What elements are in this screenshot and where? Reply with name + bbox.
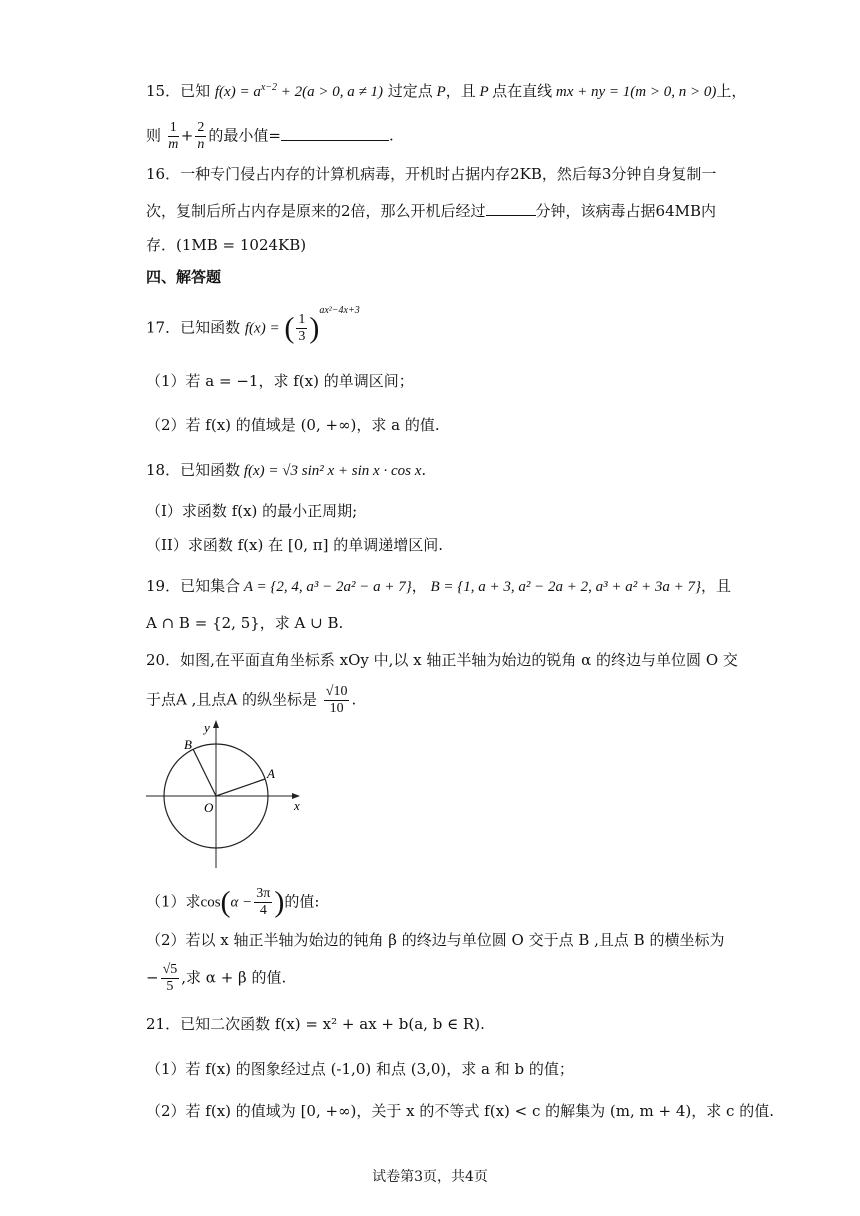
q16-line1: 16．一种专门侵占内存的计算机病毒，开机时占据内存2KB，然后每3分钟自身复制一 [146, 165, 717, 183]
answer-blank-15 [281, 124, 389, 141]
q20-line1: 20．如图,在平面直角坐标系 xOy 中,以 x 轴正半轴为始边的锐角 α 的终边与单位圆 O 交 [146, 651, 738, 669]
label-O: O [204, 800, 214, 815]
ray-OB [193, 749, 216, 796]
q17-part2: （2）若 f(x) 的值域是 (0, +∞)，求 a 的值. [146, 416, 440, 434]
q17-line1: 17．已知函数 f(x) = ( $\frac{1}{3}$ )$^{ax^2-4x+3}$ [146, 304, 360, 345]
section-heading: 四、解答题 [146, 268, 222, 286]
ray-OA [216, 779, 265, 796]
fraction-1-3: $\frac{1}{3}$ [298, 312, 306, 344]
answer-blank-16 [486, 199, 536, 216]
fraction-3pi-4: $\frac{3\pi}{4}$ [256, 886, 271, 918]
q18-line1: 18．已知函数 f(x) = √3 sin² x + sin x · cos x. [146, 461, 427, 479]
q21-line1: 21．已知二次函数 f(x) = x² + ax + b(a, b ∈ R). [146, 1015, 485, 1033]
q16-line3: 存．(1MB = 1024KB) [146, 236, 307, 254]
q20-part2-cont: − $\frac{√5}{5}$ ,求 α + β 的值. [146, 962, 287, 994]
y-axis-arrow [213, 720, 219, 728]
fraction-2-n: $\frac{2}{n}$ [197, 120, 205, 152]
q17-part1: （1）若 a = −1，求 f(x) 的单调区间； [146, 372, 414, 390]
q20-line2: 于点A ,且点A 的纵坐标是 $\frac{√10}{10}$ . [146, 684, 357, 716]
q21-part2: （2）若 f(x) 的值域为 [0, +∞)，关于 x 的不等式 f(x) < c 的解集为 (m, m + 4)，求 c 的值. [146, 1102, 774, 1120]
fraction-1-m: $\frac{1}{m}$ [168, 120, 179, 152]
unit-circle-figure [144, 716, 314, 872]
q19-line1: 19．已知集合 A = {2, 4, a³ − 2a² − a + 7}， B = {1, a + 3, a² − 2a + 2, a³ + a² + 3a + 7}，且 [146, 577, 732, 595]
label-B: B [184, 737, 192, 752]
label-x: x [294, 798, 300, 813]
q20-part1: （1）求cos(α − $\frac{3\pi}{4}$ )的值: [146, 885, 320, 919]
q15-line1: 15．已知 $f(x) = a^{x-2} + 2(a > 0$, a ≠ 1) 过定点 P，且 P 点在直线 mx + ny = 1(m > 0, n > 0)上， [146, 82, 747, 100]
q21-part1: （1）若 f(x) 的图象经过点 (-1,0) 和点 (3,0)，求 a 和 b 的值； [146, 1060, 574, 1078]
q18-part2: （II）求函数 f(x) 在 [0, π] 的单调递增区间. [146, 536, 444, 554]
q19-line2: A ∩ B = {2, 5}，求 A ∪ B. [146, 614, 344, 632]
label-y: y [204, 720, 210, 735]
label-A: A [267, 766, 275, 781]
q16-line2: 次，复制后所占内存是原来的2倍，那么开机后经过 分钟，该病毒占据64MB内 [146, 199, 716, 222]
fraction-sqrt5-5: $\frac{√5}{5}$ [162, 962, 178, 994]
q20-part2: （2）若以 x 轴正半轴为始边的钝角 β 的终边与单位圆 O 交于点 B ,且点 B 的横坐标为 [146, 931, 725, 949]
q18-part1: （I）求函数 f(x) 的最小正周期; [146, 502, 358, 520]
q15-line2: 则 $\frac{1}{m}$ + $\frac{2}{n}$ 的最小值= . [146, 120, 394, 152]
fraction-sqrt10-10: $\frac{√10}{10}$ [325, 684, 348, 716]
page-footer: 试卷第3页，共4页 [372, 1169, 488, 1185]
